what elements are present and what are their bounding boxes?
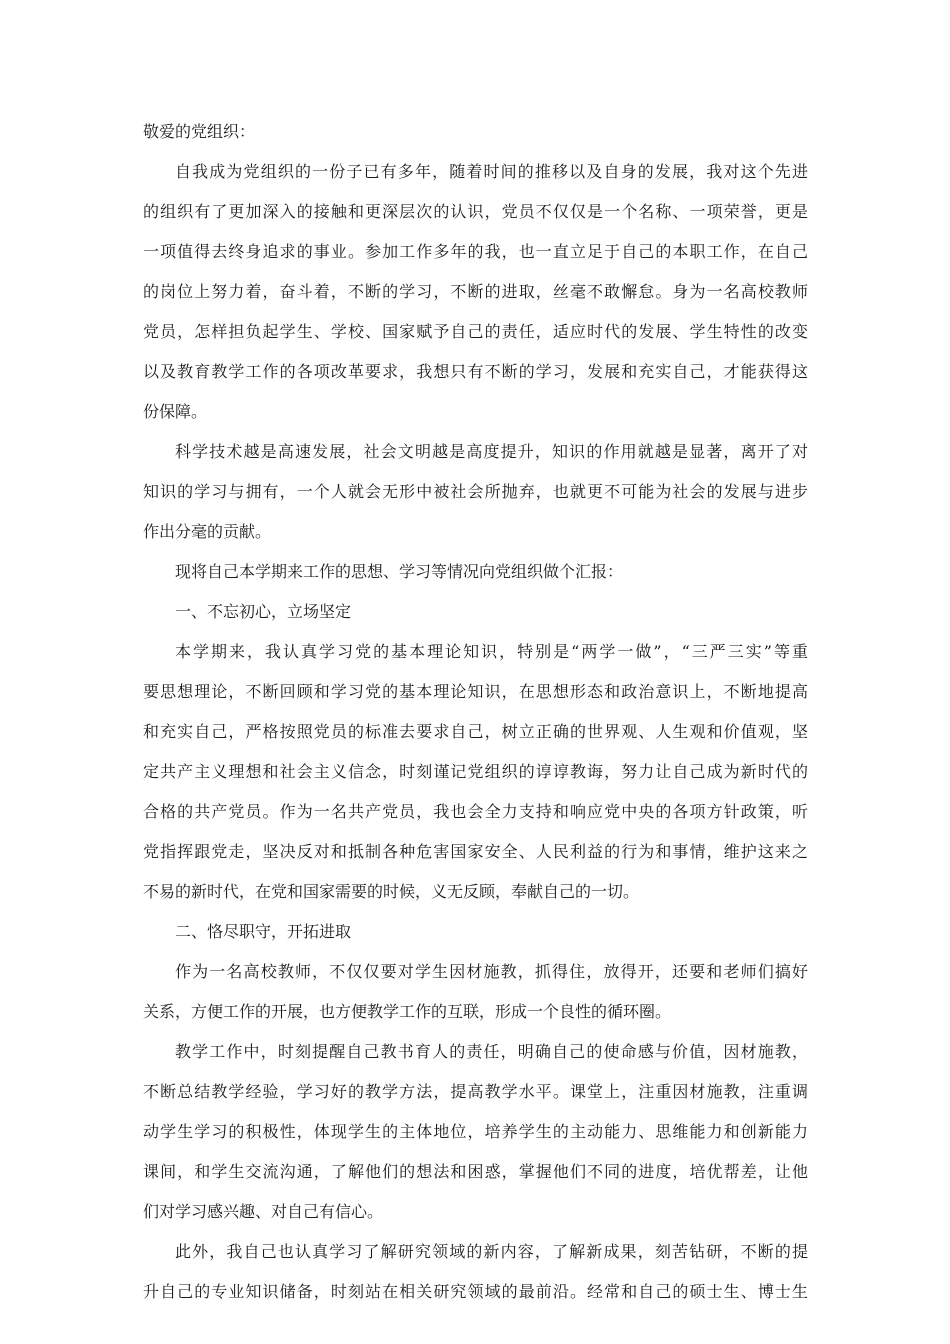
text-line: 科学技术越是高速发展，社会文明越是高度提升，知识的作用就越是显著，离开了对 [175, 442, 808, 461]
text-line: 本学期来，我认真学习党的基本理论知识，特别是“两学一做”，“三严三实”等重 [175, 642, 808, 661]
text-line: 二、恪尽职守，开拓进取 [175, 922, 352, 941]
text-line: 知识的学习与拥有，一个人就会无形中被社会所抛弃，也就更不可能为社会的发展与进步 [143, 482, 808, 501]
text-line: 一项值得去终身追求的事业。参加工作多年的我，也一直立足于自己的本职工作，在自己 [143, 242, 808, 261]
text-line: 的岗位上努力着，奋斗着，不断的学习，不断的进取，丝毫不敢懈怠。身为一名高校教师 [143, 282, 808, 301]
text-line: 党指挥跟党走，坚决反对和抵制各种危害国家安全、人民利益的行为和事情，维护这来之 [143, 842, 808, 861]
text-line: 不易的新时代，在党和国家需要的时候，义无反顾，奉献自己的一切。 [143, 882, 640, 901]
text-line: 作为一名高校教师，不仅仅要对学生因材施教，抓得住，放得开，还要和老师们搞好 [175, 962, 808, 981]
document-page [143, 112, 808, 1312]
text-line: 们对学习感兴趣、对自己有信心。 [143, 1202, 384, 1221]
text-line: 教学工作中，时刻提醒自己教书育人的责任，明确自己的使命感与价值，因材施教， [175, 1042, 808, 1061]
text-line: 课间，和学生交流沟通，了解他们的想法和困惑，掌握他们不同的进度，培优帮差，让他 [143, 1162, 808, 1181]
text-line: 以及教育教学工作的各项改革要求，我想只有不断的学习，发展和充实自己，才能获得这 [143, 362, 808, 381]
text-line: 合格的共产党员。作为一名共产党员，我也会全力支持和响应党中央的各项方针政策，听 [143, 802, 808, 821]
text-line: 要思想理论，不断回顾和学习党的基本理论知识，在思想形态和政治意识上，不断地提高 [143, 682, 808, 701]
text-line: 现将自己本学期来工作的思想、学习等情况向党组织做个汇报： [175, 562, 624, 581]
text-line: 作出分毫的贡献。 [143, 522, 272, 541]
text-line: 份保障。 [143, 402, 208, 421]
text-line: 动学生学习的积极性，体现学生的主体地位，培养学生的主动能力、思维能力和创新能力 [143, 1122, 808, 1141]
text-line: 的组织有了更加深入的接触和更深层次的认识，党员不仅仅是一个名称、一项荣誉，更是 [143, 202, 808, 221]
text-line: 升自己的专业知识储备，时刻站在相关研究领域的最前沿。经常和自己的硕士生、博士生 [143, 1282, 808, 1301]
text-line: 一、不忘初心，立场坚定 [175, 602, 352, 621]
text-line: 和充实自己，严格按照党员的标准去要求自己，树立正确的世界观、人生观和价值观，坚 [143, 722, 808, 741]
text-line: 关系，方便工作的开展，也方便教学工作的互联，形成一个良性的循环圈。 [143, 1002, 672, 1021]
text-line: 党员，怎样担负起学生、学校、国家赋予自己的责任，适应时代的发展、学生特性的改变 [143, 322, 808, 341]
text-line: 此外，我自己也认真学习了解研究领域的新内容，了解新成果，刻苦钻研，不断的提 [175, 1242, 808, 1261]
text-line: 定共产主义理想和社会主义信念，时刻谨记党组织的谆谆教诲，努力让自己成为新时代的 [143, 762, 808, 781]
text-line: 自我成为党组织的一份子已有多年，随着时间的推移以及自身的发展，我对这个先进 [175, 162, 808, 181]
text-line: 不断总结教学经验，学习好的教学方法，提高教学水平。课堂上，注重因材施教，注重调 [143, 1082, 808, 1101]
text-line: 敬爱的党组织： [143, 122, 256, 141]
